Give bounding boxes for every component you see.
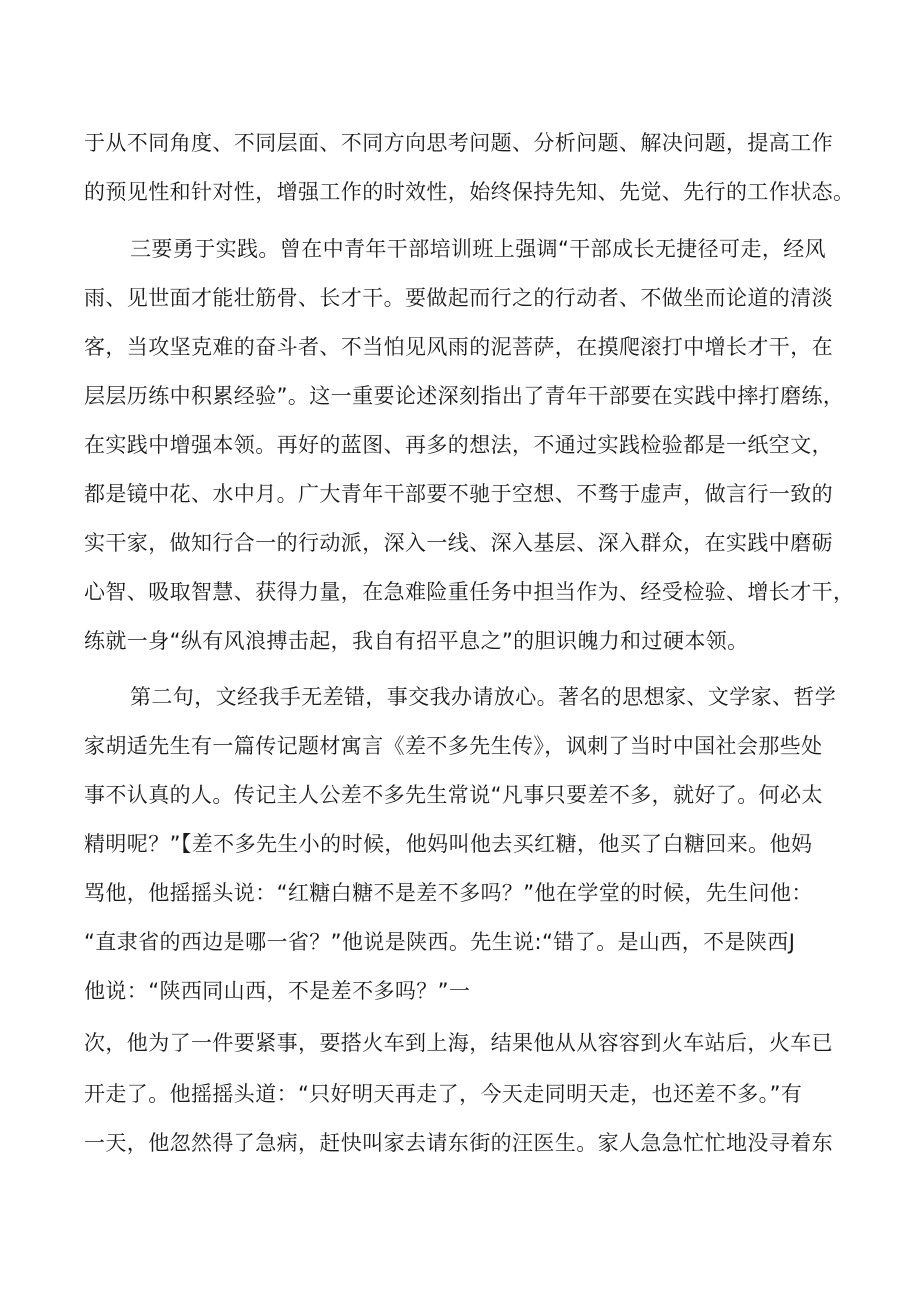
text-line: 在实践中增强本领。再好的蓝图、再多的想法，不通过实践检验都是一纸空文， — [84, 433, 833, 457]
text-line: 于从不同角度、不同层面、不同方向思考问题、分析问题、解决问题，提高工作 — [84, 131, 833, 155]
text-line: 实干家，做知行合一的行动派，深入一线、深入基层、深入群众，在实践中磨砺 — [84, 531, 833, 555]
text-line: 练就一身“纵有风浪搏击起，我自有招平息之”的胆识魄力和过硬本领。 — [84, 629, 749, 653]
text-line: “直隶省的西边是哪一省？”他说是陕西。先生说:“错了。是山西，不是陕西J — [84, 930, 796, 954]
text-line: 一天，他忽然得了急病，赶快叫家去请东街的汪医生。家人急急忙忙地没寻着东 — [84, 1131, 833, 1155]
paragraph-start-line: 第二句，文经我手无差错，事交我办请放心。著名的思想家、文学家、哲学 — [130, 685, 837, 709]
text-line: 家胡适先生有一篇传记题材寓言《差不多先生传》，讽刺了当时中国社会那些处 — [84, 734, 823, 758]
text-line: 开走了。他摇摇头道：“只好明天再走了，今天走同明天走，也还差不多。”有 — [84, 1082, 803, 1106]
text-line: 次，他为了一件要紧事，要搭火车到上海，结果他从从容容到火车站后，火车已 — [84, 1031, 833, 1055]
text-line: 客，当攻坚克难的奋斗者、不当怕见风雨的泥菩萨，在摸爬滚打中增长才干，在 — [84, 335, 833, 359]
text-line: 事不认真的人。传记主人公差不多先生常说“凡事只要差不多，就好了。何必太 — [84, 783, 823, 807]
paragraph-start-line: 三要勇于实践。曾在中青年干部培训班上强调“干部成长无捷径可走，经风 — [130, 237, 827, 261]
text-line: 精明呢？”【差不多先生小的时候，他妈叫他去买红糖，他买了白糖回来。他妈 — [84, 832, 813, 856]
text-line: 的预见性和针对性，增强工作的时效性，始终保持先知、先觉、先行的工作状态。 — [84, 180, 855, 204]
text-line: 骂他，他摇摇头说：“红糖白糖不是差不多吗？”他在学堂的时候，先生问他： — [84, 881, 813, 905]
text-line: 他说：“陕西同山西，不是差不多吗？”一 — [84, 979, 471, 1003]
text-line: 层层历练中积累经验”。这一重要论述深刻指出了青年干部要在实践中摔打磨练， — [84, 384, 845, 408]
text-line: 心智、吸取智慧、获得力量，在急难险重任务中担当作为、经受检验、增长才干， — [84, 580, 855, 604]
text-line: 都是镜中花、水中月。广大青年干部要不驰于空想、不骛于虚声，做言行一致的 — [84, 482, 833, 506]
text-line: 雨、见世面才能壮筋骨、长才干。要做起而行之的行动者、不做坐而论道的清淡 — [84, 286, 833, 310]
